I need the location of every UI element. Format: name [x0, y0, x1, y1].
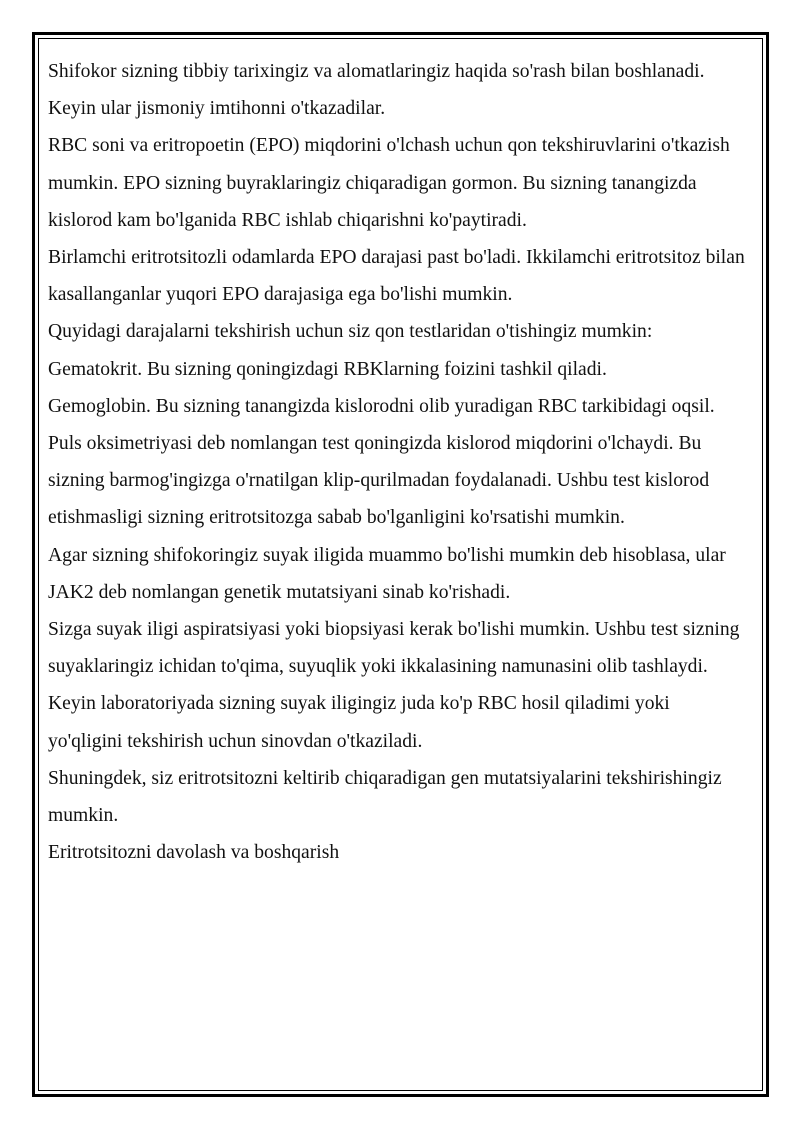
- paragraph-blood-test-list-intro: Quyidagi darajalarni tekshirish uchun siz qon testlaridan o'tishingiz mumkin:: [48, 321, 653, 343]
- paragraph-gene-mutations: Shuningdek, siz eritrotsitozni keltirib chiqaradigan gen mutatsiyalarini tekshirishingiz mumkin.: [48, 767, 722, 827]
- document-body: [48, 53, 748, 871]
- paragraph-hematocrit: Gematokrit. Bu sizning qoningizdagi RBKlarning foizini tashkil qiladi.: [48, 358, 607, 380]
- paragraph-exam-intro: Shifokor sizning tibbiy tarixingiz va alomatlaringiz haqida so'rash bilan boshlanadi. Keyin ular jismoniy imtihonni o'tkazadilar.: [48, 61, 705, 120]
- paragraph-pulse-oximetry: Puls oksimetriyasi deb nomlangan test qoningizda kislorod miqdorini o'lchaydi. Bu sizning barmog'ingizga o'rnatilgan klip-qurilmadan foydalanadi. Ushbu test kislorod etishmasligi sizning eritrotsitozga sabab bo'lganligini ko'rsatishi mumkin.: [48, 433, 710, 529]
- paragraph-blood-tests-epo: RBC soni va eritropoetin (EPO) miqdorini o'lchash uchun qon tekshiruvlarini o'tkazish mumkin. EPO sizning buyraklaringiz chiqaradigan gormon. Bu sizning tanangizda kislorod kam bo'lganida RBC ishlab chiqarishni ko'paytiradi.: [48, 135, 730, 231]
- paragraph-jak2: Agar sizning shifokoringiz suyak iligida muammo bo'lishi mumkin deb hisoblasa, ular JAK2 deb nomlangan genetik mutatsiyani sinab ko'rishadi.: [48, 544, 726, 603]
- section-heading-treatment: Eritrotsitozni davolash va boshqarish: [48, 842, 340, 864]
- paragraph-bone-marrow-biopsy: Sizga suyak iligi aspiratsiyasi yoki biopsiyasi kerak bo'lishi mumkin. Ushbu test sizning suyaklaringiz ichidan to'qima, suyuqlik yoki ikkalasining namunasini olib tashlaydi. Keyin laboratoriyada sizning suyak iligingiz juda ko'p RBC hosil qiladimi yoki yo'qligini tekshirish uchun sinovdan o'tkaziladi.: [48, 619, 740, 752]
- paragraph-epo-levels: Birlamchi eritrotsitozli odamlarda EPO darajasi past bo'ladi. Ikkilamchi eritrotsitoz bilan kasallanganlar yuqori EPO darajasiga ega bo'lishi mumkin.: [48, 247, 745, 306]
- paragraph-hemoglobin: Gemoglobin. Bu sizning tanangizda kislorodni olib yuradigan RBC tarkibidagi oqsil.: [48, 395, 715, 417]
